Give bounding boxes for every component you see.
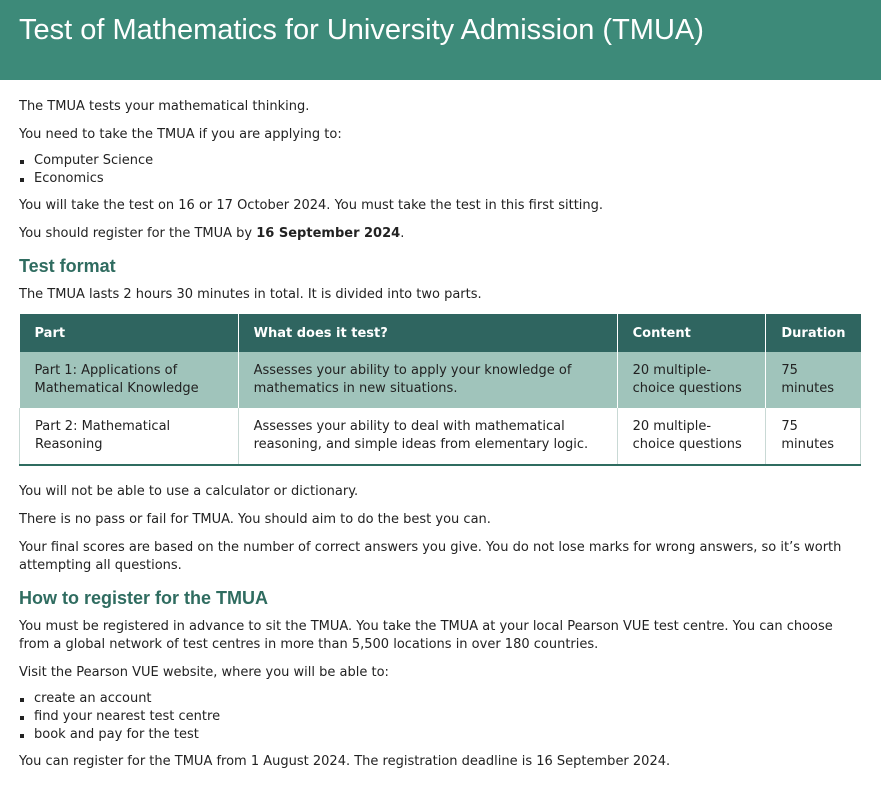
list-item: book and pay for the test (34, 726, 861, 744)
column-header-duration: Duration (766, 314, 861, 352)
register-paragraph: You must be registered in advance to sit the TMUA. You take the TMUA at your local Pearson VUE test centre. You can choose from a global network of test centres in more than 5,500 locations in over 180 countries. (19, 619, 833, 652)
cell-duration: 75 minutes (766, 352, 861, 408)
table-row (20, 352, 861, 408)
pearson-vue-paragraph: Visit the Pearson VUE website, where you will be able to: (19, 665, 389, 680)
scores-note: Your final scores are based on the number of correct answers you give. You do not lose marks for wrong answers, so it’s worth attempting all questions. (19, 540, 842, 573)
column-header-tests: What does it test? (238, 314, 617, 352)
pass-fail-note: There is no pass or fail for TMUA. You should aim to do the best you can. (19, 512, 491, 527)
subject-list (19, 152, 861, 188)
calculator-note: You will not be able to use a calculator or dictionary. (19, 484, 359, 499)
list-item: create an account (34, 690, 861, 708)
page-title: Test of Mathematics for University Admission (TMUA) (19, 14, 704, 46)
test-format-heading: Test format (19, 256, 116, 276)
cell-part: Part 2: Mathematical Reasoning (20, 408, 239, 465)
intro-applying-paragraph: You need to take the TMUA if you are applying to: (19, 127, 342, 142)
cell-content: 20 multiple-choice questions (617, 352, 766, 408)
column-header-content: Content (617, 314, 766, 352)
table-header-row (20, 314, 861, 352)
cell-tests: Assesses your ability to deal with mathematical reasoning, and simple ideas from elementary logic. (238, 408, 617, 465)
cell-part: Part 1: Applications of Mathematical Knowledge (20, 352, 239, 408)
register-steps-list (19, 690, 861, 744)
list-item: find your nearest test centre (34, 708, 861, 726)
deadline-date: 16 September 2024 (256, 226, 401, 241)
registration-dates-paragraph: You can register for the TMUA from 1 August 2024. The registration deadline is 16 September 2024. (19, 754, 671, 769)
register-heading: How to register for the TMUA (19, 588, 269, 608)
deadline-suffix: . (400, 226, 405, 241)
page-header (0, 0, 881, 80)
list-item: Computer Science (34, 152, 861, 170)
cell-tests: Assesses your ability to apply your knowledge of mathematics in new situations. (238, 352, 617, 408)
intro-paragraph: The TMUA tests your mathematical thinking. (19, 99, 310, 114)
list-item: Economics (34, 170, 861, 188)
cell-content: 20 multiple-choice questions (617, 408, 766, 465)
register-deadline-paragraph (19, 225, 861, 243)
test-format-summary: The TMUA lasts 2 hours 30 minutes in total. It is divided into two parts. (19, 287, 482, 302)
table-row (20, 408, 861, 465)
main-content (0, 80, 881, 771)
column-header-part: Part (20, 314, 239, 352)
test-format-table (19, 314, 861, 466)
test-date-paragraph: You will take the test on 16 or 17 October 2024. You must take the test in this first sitting. (19, 198, 604, 213)
cell-duration: 75 minutes (766, 408, 861, 465)
deadline-prefix: You should register for the TMUA by (19, 226, 257, 241)
